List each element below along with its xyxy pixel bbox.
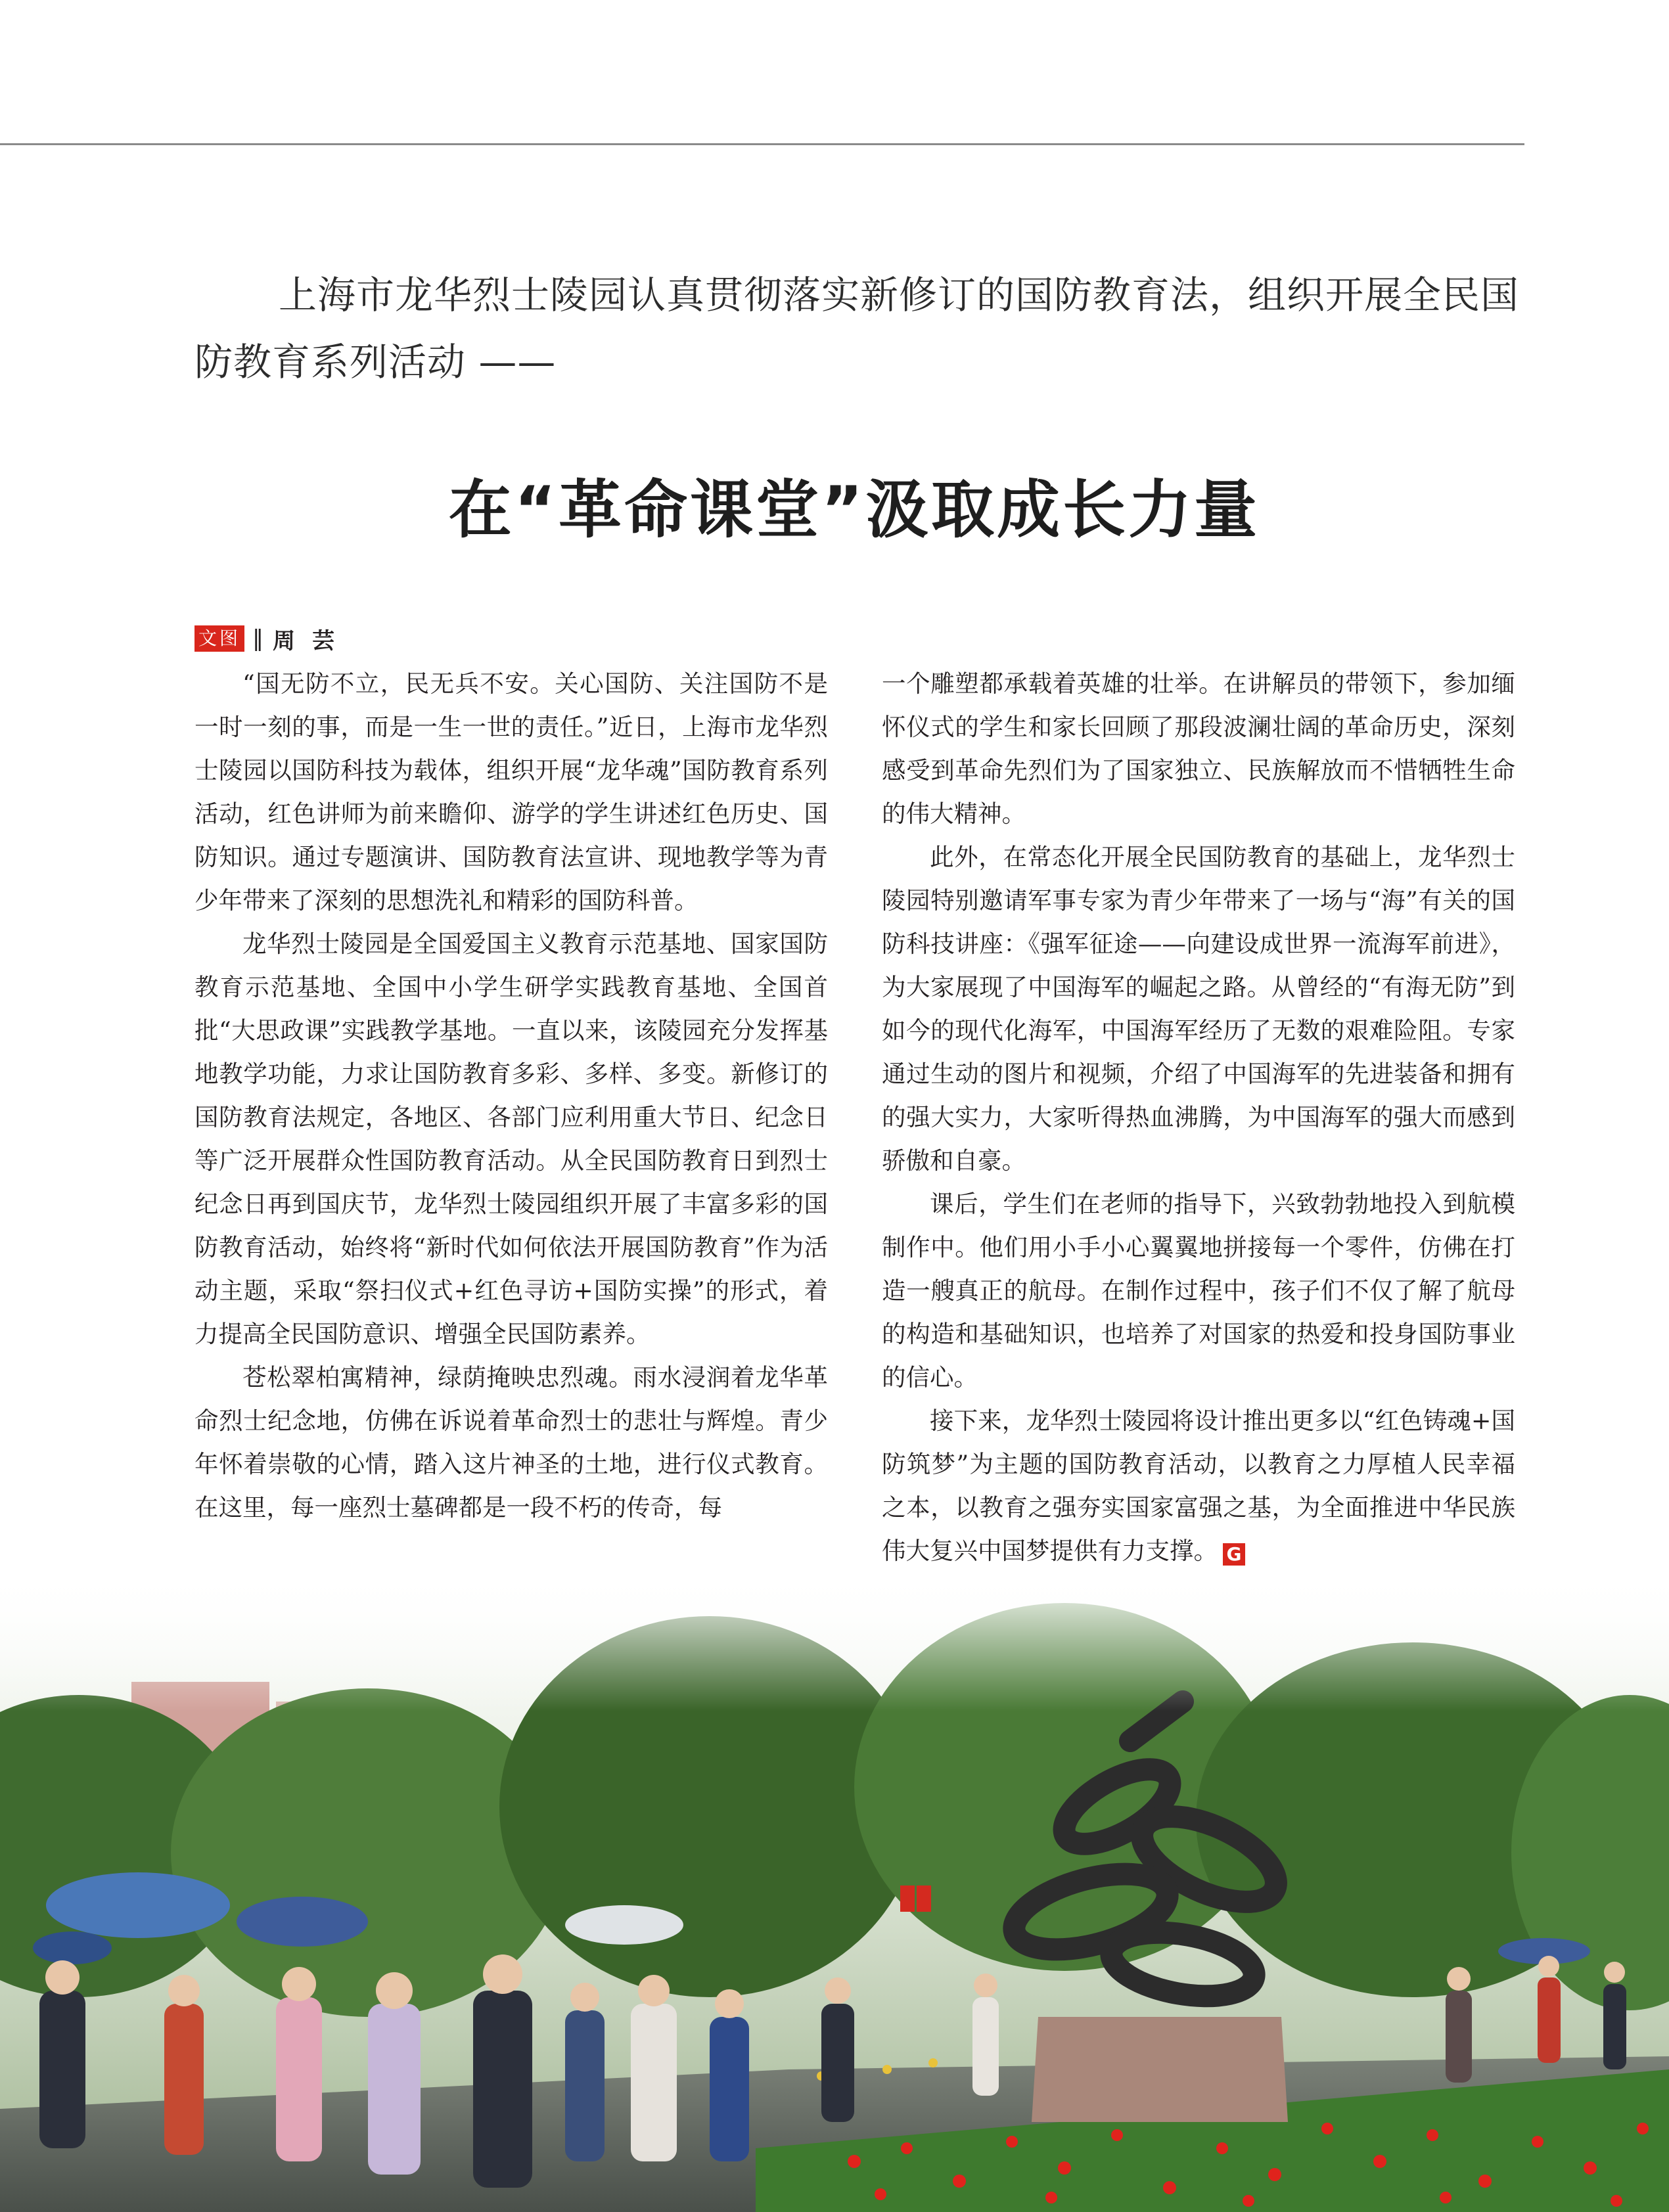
byline-tag: 文图: [194, 625, 244, 652]
body-paragraph: 课后，学生们在老师的指导下，兴致勃勃地投入到航模制作中。他们用小手小心翼翼地拼接每一个零件，仿佛在打造一艘真正的航母。在制作过程中，孩子们不仅了解了航母的构造和基础知识，也培养了对国家的热爱和投身国防事业的信心。: [882, 1190, 1515, 1391]
byline-author: 周芸: [273, 627, 352, 654]
body-paragraph: “国无防不立，民无兵不安。关心国防、关注国防不是一时一刻的事，而是一生一世的责任。”近日，上海市龙华烈士陵园以国防科技为载体，组织开展“龙华魂”国防教育系列活动，红色讲师为前来瞻仰、游学的学生讲述红色历史、国防知识。通过专题演讲、国防教育法宣讲、现地教学等为青少年带来了深刻的思想洗礼和精彩的国防科普。: [194, 669, 828, 914]
body-column-left: [194, 662, 828, 1529]
body-paragraph-last: [882, 1399, 1515, 1573]
memorial-park-photo: [0, 1570, 1669, 2212]
body-paragraph: 龙华烈士陵园是全国爱国主义教育示范基地、国家国防教育示范基地、全国中小学生研学实践教育基地、全国首批“大思政课”实践教学基地。一直以来，该陵园充分发挥基地教学功能，力求让国防教育多彩、多样、多变。新修订的国防教育法规定，各地区、各部门应利用重大节日、纪念日等广泛开展群众性国防教育活动。从全民国防教育日到烈士纪念日再到国庆节，龙华烈士陵园组织开展了丰富多彩的国防教育活动，始终将“新时代如何依法开展国防教育”作为活动主题，采取“祭扫仪式+红色寻访+国防实操”的形式，着力提高全民国防意识、增强全民国防素养。: [194, 930, 828, 1348]
body-paragraph: 此外，在常态化开展全民国防教育的基础上，龙华烈士陵园特别邀请军事专家为青少年带来了一场与“海”有关的国防科技讲座：《强军征途——向建设成世界一流海军前进》，为大家展现了中国海军的崛起之路。从曾经的“有海无防”到如今的现代化海军，中国海军经历了无数的艰难险阻。专家通过生动的图片和视频，介绍了中国海军的先进装备和拥有的强大实力，大家听得热血沸腾，为中国海军的强大而感到骄傲和自豪。: [882, 843, 1515, 1175]
body-paragraph-text: 接下来，龙华烈士陵园将设计推出更多以“红色铸魂+国防筑梦”为主题的国防教育活动，以教育之力厚植人民幸福之本，以教育之强夯实国家富强之基，为全面推进中华民族伟大复兴中国梦提供有力支撑。: [882, 1407, 1515, 1565]
body-paragraph: 苍松翠柏寓精神，绿荫掩映忠烈魂。雨水浸润着龙华革命烈士纪念地，仿佛在诉说着革命烈士的悲壮与辉煌。青少年怀着崇敬的心情，踏入这片神圣的土地，进行仪式教育。在这里，每一座烈士墓碑都是一段不朽的传奇，每: [194, 1363, 828, 1522]
body-paragraph: 一个雕塑都承载着英雄的壮举。在讲解员的带领下，参加缅怀仪式的学生和家长回顾了那段波澜壮阔的革命历史，深刻感受到革命先烈们为了国家独立、民族解放而不惜牺牲生命的伟大精神。: [882, 669, 1515, 828]
article-title: 在“革命课堂”汲取成长力量: [448, 473, 1260, 547]
byline-separator: ‖: [252, 625, 264, 652]
intro-lead: 上海市龙华烈士陵园认真贯彻落实新修订的国防教育法，组织开展全民国防教育系列活动 ——: [194, 273, 1520, 384]
end-mark-icon: G: [1223, 1543, 1245, 1566]
byline: [194, 625, 352, 652]
body-column-right: [882, 662, 1515, 1573]
header-rule: [0, 143, 1524, 145]
